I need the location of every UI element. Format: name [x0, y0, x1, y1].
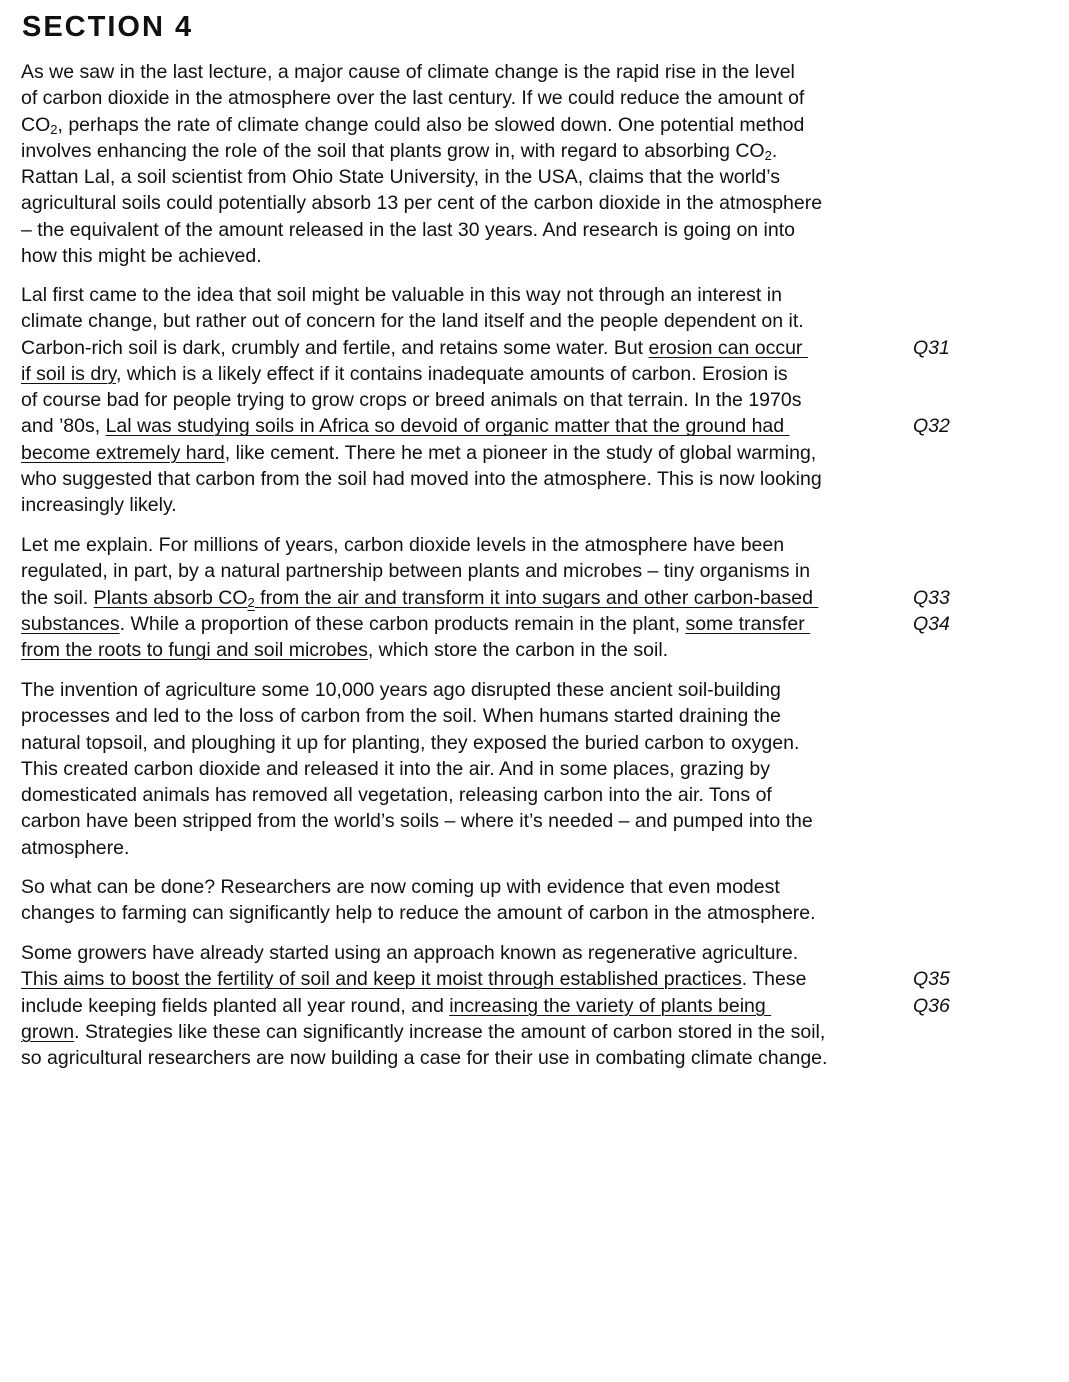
text-span: Let me explain. For millions of years, carbon dioxide levels in the atmosphere have been	[21, 534, 785, 556]
underlined-answer-text: substances	[21, 612, 120, 635]
text-line	[21, 243, 921, 269]
text-span: how this might be achieved.	[21, 245, 262, 268]
text-span: natural topsoil, and ploughing it up for planting, they exposed the buried carbon to oxygen.	[21, 731, 800, 754]
text-span: regulated, in part, by a natural partnership between plants and microbes – tiny organisms in	[21, 560, 811, 583]
text-line	[21, 808, 921, 834]
text-line	[21, 59, 921, 85]
underlined-answer-text: become extremely hard	[21, 441, 225, 464]
text-line	[21, 282, 921, 308]
text-span: . These	[741, 968, 807, 991]
text-line	[21, 730, 921, 756]
text-line	[21, 835, 921, 861]
underlined-answer-text: if soil is dry	[21, 362, 116, 385]
subscript: 2	[764, 147, 772, 163]
text-line	[21, 1045, 921, 1071]
text-line	[21, 782, 921, 808]
paragraph	[21, 532, 950, 663]
text-span: and ’80s,	[21, 415, 106, 438]
question-marker: Q31	[913, 336, 950, 359]
text-span: .	[771, 139, 778, 162]
text-span: of course bad for people trying to grow crops or breed animals on that terrain. In the 1970s	[21, 389, 802, 412]
text-line	[21, 466, 921, 492]
paragraph	[21, 874, 921, 927]
text-line	[21, 756, 921, 782]
text-span: , perhaps the rate of climate change could also be slowed down. One potential method	[57, 113, 805, 136]
text-line	[21, 138, 921, 164]
text-span: The invention of agriculture some 10,000 years ago disrupted these ancient soil-building	[21, 679, 781, 701]
text-line	[21, 900, 921, 926]
text-line	[21, 585, 950, 611]
text-span: Lal first came to the idea that soil might be valuable in this way not through an interest in	[21, 284, 782, 306]
question-marker: Q36	[913, 994, 950, 1017]
underlined-answer-text: some transfer	[685, 612, 811, 635]
question-marker: Q35	[913, 968, 950, 991]
text-span: So what can be done? Researchers are now coming up with evidence that even modest	[21, 876, 780, 898]
paragraph	[21, 677, 921, 861]
text-span: atmosphere.	[21, 836, 130, 859]
text-line	[21, 1019, 921, 1045]
text-span: Rattan Lal, a soil scientist from Ohio State University, in the USA, claims that the world’s	[21, 166, 781, 189]
paragraph	[21, 282, 950, 519]
underlined-answer-text: increasing the variety of plants being	[449, 994, 772, 1017]
text-line	[21, 703, 921, 729]
underlined-answer-text: grown	[21, 1020, 75, 1043]
text-span: As we saw in the last lecture, a major cause of climate change is the rapid rise in the level	[21, 61, 795, 83]
underlined-answer-text: from the roots to fungi and soil microbes	[21, 639, 368, 662]
text-span: climate change, but rather out of concern for the land itself and the people dependent on it.	[21, 310, 804, 333]
underlined-answer-text: Plants absorb CO	[93, 586, 248, 609]
text-line	[21, 335, 950, 361]
text-span: of carbon dioxide in the atmosphere over the last century. If we could reduce the amount of	[21, 87, 805, 110]
text-span: domesticated animals has removed all vegetation, releasing carbon into the air. Tons of	[21, 784, 772, 807]
text-line	[21, 677, 921, 703]
text-span: Some growers have already started using an approach known as regenerative agriculture.	[21, 942, 799, 964]
question-marker: Q34	[913, 612, 950, 635]
text-span: include keeping fields planted all year round, and	[21, 994, 450, 1017]
text-line	[21, 611, 950, 637]
text-line	[21, 532, 921, 558]
text-span: , which store the carbon in the soil.	[367, 639, 669, 662]
section-title: SECTION 4	[22, 11, 194, 43]
subscript: 2	[50, 121, 58, 137]
text-line	[21, 874, 921, 900]
text-line	[21, 112, 921, 138]
text-line	[21, 413, 950, 439]
text-span: agricultural soils could potentially absorb 13 per cent of the carbon dioxide in the atmosphere	[21, 192, 823, 215]
text-span: . While a proportion of these carbon products remain in the plant,	[119, 612, 686, 635]
text-line	[21, 558, 921, 584]
text-span: CO	[21, 113, 51, 136]
text-span: who suggested that carbon from the soil had moved into the atmosphere. This is now looking	[21, 468, 822, 491]
text-span: Carbon-rich soil is dark, crumbly and fertile, and retains some water. But	[21, 336, 649, 359]
text-line	[21, 637, 921, 663]
text-line	[21, 361, 921, 387]
paragraph	[21, 59, 921, 269]
text-span: , like cement. There he met a pioneer in the study of global warming,	[224, 441, 817, 464]
subscript: 2	[247, 594, 255, 610]
text-span: This created carbon dioxide and released it into the air. And in some places, grazing by	[21, 757, 771, 780]
underlined-answer-text: erosion can occur	[648, 336, 808, 359]
text-span: so agricultural researchers are now building a case for their use in combating climate change.	[21, 1047, 828, 1070]
text-span: changes to farming can significantly help to reduce the amount of carbon in the atmosphere.	[21, 902, 816, 925]
text-span: . Strategies like these can significantly increase the amount of carbon stored in the soil,	[74, 1020, 826, 1043]
text-line	[21, 217, 921, 243]
underlined-answer-text: from the air and transform it into sugars and other carbon-based	[254, 586, 819, 609]
text-line	[21, 164, 921, 190]
text-line	[21, 993, 950, 1019]
text-span: , which is a likely effect if it contains inadequate amounts of carbon. Erosion is	[116, 362, 788, 385]
text-span: involves enhancing the role of the soil that plants grow in, with regard to absorbing CO	[21, 139, 765, 162]
text-span: carbon have been stripped from the world’s soils – where it’s needed – and pumped into the	[21, 810, 813, 833]
text-span: the soil.	[21, 586, 94, 609]
text-line	[21, 190, 921, 216]
text-span: processes and led to the loss of carbon from the soil. When humans started draining the	[21, 705, 781, 728]
text-span: – the equivalent of the amount released in the last 30 years. And research is going on into	[21, 218, 796, 241]
text-line	[21, 966, 950, 992]
text-span: increasingly likely.	[21, 494, 177, 517]
underlined-answer-text: Lal was studying soils in Africa so devoid of organic matter that the ground had	[105, 415, 790, 438]
text-line	[21, 440, 921, 466]
question-marker: Q33	[913, 586, 950, 609]
paragraph	[21, 940, 950, 1071]
text-line	[21, 85, 921, 111]
question-marker: Q32	[913, 415, 950, 438]
text-line	[21, 940, 921, 966]
text-line	[21, 387, 921, 413]
underlined-answer-text: This aims to boost the fertility of soil and keep it moist through established practices	[21, 968, 742, 991]
text-line	[21, 492, 921, 518]
text-line	[21, 308, 921, 334]
